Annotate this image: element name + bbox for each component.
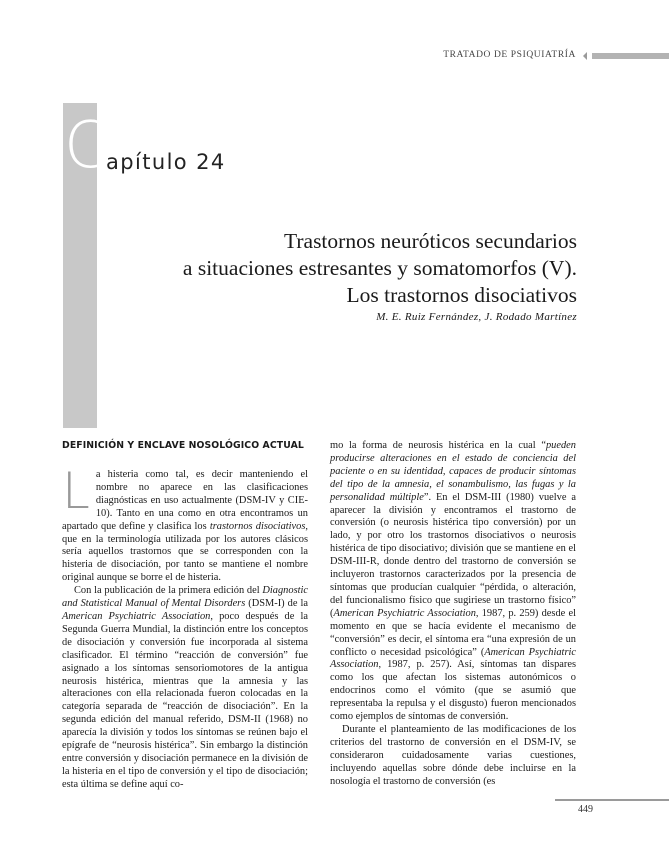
paragraph-text: , que en la terminología utilizada por los autores clásicos sería aquellos trastornos que se corresponden con la histeria de disociación, por tanto se mantiene el nombre original aunque se borre el de histeria.: [62, 520, 308, 584]
paragraph-italic: pueden producirse alteraciones en el estado de conciencia del paciente o en su identidad, capaces de producir síntomas del tipo de la amnesia, el sonambulismo, las fugas y la personalidad múltiple: [330, 440, 576, 503]
paragraph-text: Con la publicación de la primera edición del: [74, 585, 263, 597]
section-heading: DEFINICIÓN Y ENCLAVE NOSOLÓGICO ACTUAL: [62, 440, 304, 451]
paragraph-text: , poco después de la Segunda Guerra Mundial, la distinción entre los conceptos de disociación y conversión fue incorporada al sistema clasificador. El término “reacción de conversión” fue asignado a los síntomas sensoriomotores de la antigua neurosis histérica, mientras que la amnesia y las alteraciones con ella relacionada fueron colocadas en la categoría separada de “reacción de disociación”. En la segunda edición del manual referido, DSM-II (1968) no aparecía la división y todos los síntomas se reúnen bajo el epígrafe de “neurosis histérica”. Sin embargo la distinción entre conversión y disociación permanece en la división de la histeria en el tipo de conversión y el tipo de disociación; esta última se define aquí co-: [62, 610, 308, 790]
right-column: [330, 440, 576, 788]
paragraph-italic: American Psychiatric Association: [333, 607, 476, 619]
paragraph-text: a histeria como tal, es decir manteniendo el nombre no aparece en las clasificaciones diagnósticas en uso actualmente (DSM-IV y CIE-10). Tanto en una como en otra encontramos un apartado que define y clasifica los: [62, 469, 308, 532]
footer-rule: [555, 799, 669, 801]
chapter-initial: C: [64, 109, 109, 183]
paragraph-text: mo la forma de neurosis histérica en la cual “: [330, 440, 546, 451]
header-arrow-icon: [583, 52, 587, 60]
chapter-title-line: a situaciones estresantes y somatomorfos (V).: [182, 256, 577, 280]
paragraph-text: Durante el planteamiento de las modificaciones de los criterios del trastorno de conversión en el DSM-IV, se consideraron cuidadosamente varias cuestiones, incluyendo aquellas sobre dónde debe incluirse en la nosología el trastorno de conversión (es: [330, 723, 576, 787]
chapter-authors: M. E. Ruiz Fernández, J. Rodado Martínez: [376, 311, 577, 323]
paragraph-text: , 1987, p. 259) desde el momento en que se hacía evidente el mecanismo de “conversión” es decir, el síntoma era “una expresión de un conflicto o necesidad psicológica” (: [330, 607, 576, 658]
chapter-title-line: Trastornos neuróticos secundarios: [283, 229, 577, 253]
running-header: TRATADO DE PSIQUIATRÍA: [443, 50, 576, 60]
paragraph: [330, 440, 576, 724]
paragraph-text: ”. En el DSM-III (1980) vuelve a aparecer la división y encontramos el trastorno de conversión (o neurosis histérica tipo conversión) por un lado, y por otro los trastornos disociativos o neurosis histérica de tipo disociativo; división que se mantiene en el DSM-III-R, donde dentro del trastorno de conversión se incluyeron trastornos caracterizados por la presencia de síntomas que producían cualquier “pérdida, o alteración, del funcionalismo físico que sugiriese un trastorno físico” (: [330, 491, 576, 619]
paragraph-italic: American Psychiatric Association: [330, 646, 576, 671]
paragraph: [330, 724, 576, 789]
paragraph: [62, 585, 308, 792]
header-bar: [592, 53, 669, 59]
paragraph-text: , 1987, p. 257). Así, síntomas tan dispares como los que afectan los sistemas autonómicos o endocrinos como el vómito (que se asumió que representaba la repulsa y el disgusto) fueron mencionados como ejemplos de síntomas de conversión.: [330, 659, 576, 723]
left-column: [62, 440, 308, 792]
drop-cap: L: [62, 462, 90, 520]
chapter-label: apítulo 24: [106, 150, 226, 174]
chapter-title-line: Los trastornos disociativos: [346, 283, 577, 307]
paragraph-italic: trastornos disociativos: [209, 520, 306, 532]
paragraph-italic: American Psychiatric Association: [62, 610, 211, 622]
paragraph-italic: Diagnostic and Statistical Manual of Mental Disorders: [62, 585, 308, 610]
chapter-title: [117, 228, 577, 309]
page-number: 449: [578, 804, 593, 815]
paragraph: [62, 462, 308, 585]
paragraph-text: (DSM-I) de la: [245, 598, 308, 610]
